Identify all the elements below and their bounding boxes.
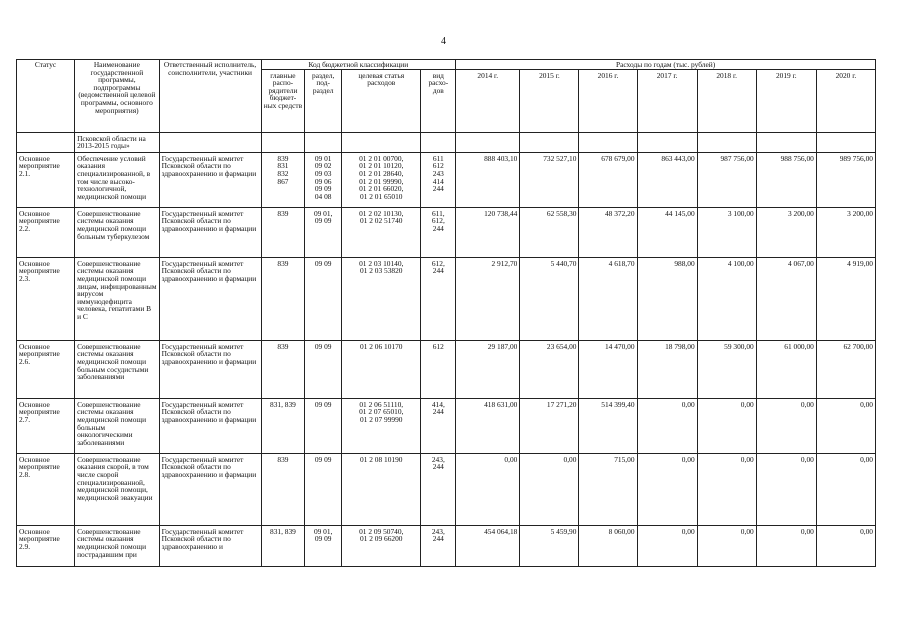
expense-value-cell: 23 654,00 bbox=[520, 340, 579, 398]
status-cell: Основное мероприятие 2.3. bbox=[17, 257, 75, 340]
rzpr-cell: 09 09 bbox=[305, 257, 342, 340]
header-name: Наименование государственной программы, подпрограммы (ведомственной целевой программы, основного мероприятия) bbox=[75, 60, 160, 133]
expense-value-cell: 988,00 bbox=[637, 257, 697, 340]
expense-value-cell: 5 459,90 bbox=[520, 525, 579, 566]
name-cell: Обеспечение условий оказания специализированной, в том числе высоко-технологичной, медицинской помощи bbox=[75, 152, 160, 207]
expense-value-cell: 454 064,18 bbox=[456, 525, 520, 566]
csr-cell: 01 2 09 50740, 01 2 09 66200 bbox=[342, 525, 421, 566]
vr-cell: 243, 244 bbox=[421, 525, 456, 566]
header-status: Статус bbox=[17, 60, 75, 133]
responsible-cell: Государственный комитет Псковской области по здравоохранению и фармации bbox=[159, 207, 261, 257]
expense-value-cell: 3 100,00 bbox=[697, 207, 756, 257]
grbs-cell: 839 bbox=[261, 257, 305, 340]
budget-table bbox=[16, 59, 876, 567]
name-cell: Совершенствование системы оказания медицинской помощи больным сосудистыми заболеваниями bbox=[75, 340, 160, 398]
expense-value-cell: 14 470,00 bbox=[579, 340, 637, 398]
vr-cell: 612 bbox=[421, 340, 456, 398]
header-responsible: Ответственный исполнитель, соисполнители, участники bbox=[159, 60, 261, 133]
expense-value-cell: 0,00 bbox=[456, 453, 520, 525]
csr-cell: 01 2 06 10170 bbox=[342, 340, 421, 398]
rzpr-cell: 09 01, 09 09 bbox=[305, 207, 342, 257]
continuation-text: Псковской области на 2013-2015 годы» bbox=[75, 132, 160, 152]
name-cell: Совершенствование системы оказания медицинской помощи лицам, инфицированным вирусом иммунодефицита человека, гепатитами В и С bbox=[75, 257, 160, 340]
table-row bbox=[17, 257, 876, 340]
expense-value-cell: 0,00 bbox=[697, 525, 756, 566]
expense-value-cell: 989 756,00 bbox=[816, 152, 875, 207]
expense-value-cell: 4 919,00 bbox=[816, 257, 875, 340]
responsible-cell: Государственный комитет Псковской области по здравоохранению и bbox=[159, 525, 261, 566]
vr-cell: 611, 612, 244 bbox=[421, 207, 456, 257]
expense-value-cell: 4 618,70 bbox=[579, 257, 637, 340]
name-cell: Совершенствование системы оказания медицинской помощи больным онкологическими заболеваниями bbox=[75, 398, 160, 453]
expense-value-cell: 120 738,44 bbox=[456, 207, 520, 257]
vr-cell: 611 612 243 414 244 bbox=[421, 152, 456, 207]
responsible-cell: Государственный комитет Псковской области по здравоохранению и фармации bbox=[159, 453, 261, 525]
status-cell: Основное мероприятие 2.2. bbox=[17, 207, 75, 257]
csr-cell: 01 2 01 00700, 01 2 01 10120, 01 2 01 28640, 01 2 01 99990, 01 2 01 66020, 01 2 01 65010 bbox=[342, 152, 421, 207]
rzpr-cell: 09 09 bbox=[305, 398, 342, 453]
header-year: 2019 г. bbox=[756, 69, 816, 132]
expense-value-cell: 5 440,70 bbox=[520, 257, 579, 340]
expense-value-cell: 4 100,00 bbox=[697, 257, 756, 340]
name-cell: Совершенствование системы оказания медицинской помощи больным туберкулезом bbox=[75, 207, 160, 257]
header-expenses: Расходы по годам (тыс. рублей) bbox=[456, 60, 876, 70]
name-cell: Совершенствование оказания скорой, в том числе скорой специализированной, медицинской помощи, медицинской эвакуации bbox=[75, 453, 160, 525]
expense-value-cell: 418 631,00 bbox=[456, 398, 520, 453]
status-cell: Основное мероприятие 2.6. bbox=[17, 340, 75, 398]
header-year: 2017 г. bbox=[637, 69, 697, 132]
grbs-cell: 839 bbox=[261, 340, 305, 398]
table-row bbox=[17, 340, 876, 398]
table-row bbox=[17, 152, 876, 207]
expense-value-cell: 0,00 bbox=[756, 398, 816, 453]
expense-value-cell: 17 271,20 bbox=[520, 398, 579, 453]
expense-value-cell: 4 067,00 bbox=[756, 257, 816, 340]
page-number: 4 bbox=[441, 36, 446, 47]
vr-cell: 243, 244 bbox=[421, 453, 456, 525]
continuation-row bbox=[17, 132, 876, 152]
responsible-cell: Государственный комитет Псковской области по здравоохранению и фармации bbox=[159, 257, 261, 340]
expense-value-cell: 678 679,00 bbox=[579, 152, 637, 207]
responsible-cell: Государственный комитет Псковской области по здравоохранению и фармации bbox=[159, 152, 261, 207]
header-rzpr: раздел, под- раздел bbox=[305, 69, 342, 132]
header-year: 2015 г. bbox=[520, 69, 579, 132]
expense-value-cell: 0,00 bbox=[756, 525, 816, 566]
expense-value-cell: 3 200,00 bbox=[756, 207, 816, 257]
expense-value-cell: 0,00 bbox=[697, 398, 756, 453]
header-year: 2016 г. bbox=[579, 69, 637, 132]
expense-value-cell: 3 200,00 bbox=[816, 207, 875, 257]
header-vr: вид расхо- дов bbox=[421, 69, 456, 132]
expense-value-cell: 59 300,00 bbox=[697, 340, 756, 398]
expense-value-cell: 0,00 bbox=[637, 525, 697, 566]
expense-value-cell: 732 527,10 bbox=[520, 152, 579, 207]
expense-value-cell: 514 399,40 bbox=[579, 398, 637, 453]
csr-cell: 01 2 08 10190 bbox=[342, 453, 421, 525]
expense-value-cell: 62 558,30 bbox=[520, 207, 579, 257]
expense-value-cell: 988 756,00 bbox=[756, 152, 816, 207]
table-row bbox=[17, 207, 876, 257]
table-row bbox=[17, 398, 876, 453]
vr-cell: 414, 244 bbox=[421, 398, 456, 453]
grbs-cell: 839 bbox=[261, 207, 305, 257]
header-year: 2020 г. bbox=[816, 69, 875, 132]
name-cell: Совершенствование системы оказания медицинской помощи пострадавшим при bbox=[75, 525, 160, 566]
header-row-1 bbox=[17, 60, 876, 70]
rzpr-cell: 09 09 bbox=[305, 453, 342, 525]
rzpr-cell: 09 01 09 02 09 03 09 06 09 09 04 08 bbox=[305, 152, 342, 207]
csr-cell: 01 2 03 10140, 01 2 03 53820 bbox=[342, 257, 421, 340]
grbs-cell: 839 bbox=[261, 453, 305, 525]
table-row bbox=[17, 453, 876, 525]
expense-value-cell: 61 000,00 bbox=[756, 340, 816, 398]
vr-cell: 612, 244 bbox=[421, 257, 456, 340]
header-grbs: главные распо- рядители бюджет- ных средств bbox=[261, 69, 305, 132]
expense-value-cell: 0,00 bbox=[816, 525, 875, 566]
expense-value-cell: 0,00 bbox=[637, 453, 697, 525]
responsible-cell: Государственный комитет Псковской области по здравоохранению и фармации bbox=[159, 340, 261, 398]
header-year: 2014 г. bbox=[456, 69, 520, 132]
grbs-cell: 839 831 832 867 bbox=[261, 152, 305, 207]
rzpr-cell: 09 01, 09 09 bbox=[305, 525, 342, 566]
expense-value-cell: 0,00 bbox=[816, 398, 875, 453]
csr-cell: 01 2 02 10130, 01 2 02 51740 bbox=[342, 207, 421, 257]
status-cell: Основное мероприятие 2.7. bbox=[17, 398, 75, 453]
responsible-cell: Государственный комитет Псковской области по здравоохранению и фармации bbox=[159, 398, 261, 453]
grbs-cell: 831, 839 bbox=[261, 398, 305, 453]
expense-value-cell: 18 798,00 bbox=[637, 340, 697, 398]
status-cell: Основное мероприятие 2.9. bbox=[17, 525, 75, 566]
expense-value-cell: 8 060,00 bbox=[579, 525, 637, 566]
expense-value-cell: 0,00 bbox=[697, 453, 756, 525]
expense-value-cell: 48 372,20 bbox=[579, 207, 637, 257]
header-year: 2018 г. bbox=[697, 69, 756, 132]
status-cell: Основное мероприятие 2.8. bbox=[17, 453, 75, 525]
expense-value-cell: 0,00 bbox=[816, 453, 875, 525]
expense-value-cell: 863 443,00 bbox=[637, 152, 697, 207]
expense-value-cell: 29 187,00 bbox=[456, 340, 520, 398]
expense-value-cell: 715,00 bbox=[579, 453, 637, 525]
grbs-cell: 831, 839 bbox=[261, 525, 305, 566]
expense-value-cell: 0,00 bbox=[756, 453, 816, 525]
expense-value-cell: 0,00 bbox=[637, 398, 697, 453]
table-row bbox=[17, 525, 876, 566]
rzpr-cell: 09 09 bbox=[305, 340, 342, 398]
expense-value-cell: 2 912,70 bbox=[456, 257, 520, 340]
header-budget-code: Код бюджетной классификации bbox=[261, 60, 456, 70]
expense-value-cell: 0,00 bbox=[520, 453, 579, 525]
expense-value-cell: 62 700,00 bbox=[816, 340, 875, 398]
status-cell: Основное мероприятие 2.1. bbox=[17, 152, 75, 207]
expense-value-cell: 888 403,10 bbox=[456, 152, 520, 207]
expense-value-cell: 44 145,00 bbox=[637, 207, 697, 257]
header-csr: целевая статья расходов bbox=[342, 69, 421, 132]
expense-value-cell: 987 756,00 bbox=[697, 152, 756, 207]
csr-cell: 01 2 06 51110, 01 2 07 65010, 01 2 07 99990 bbox=[342, 398, 421, 453]
